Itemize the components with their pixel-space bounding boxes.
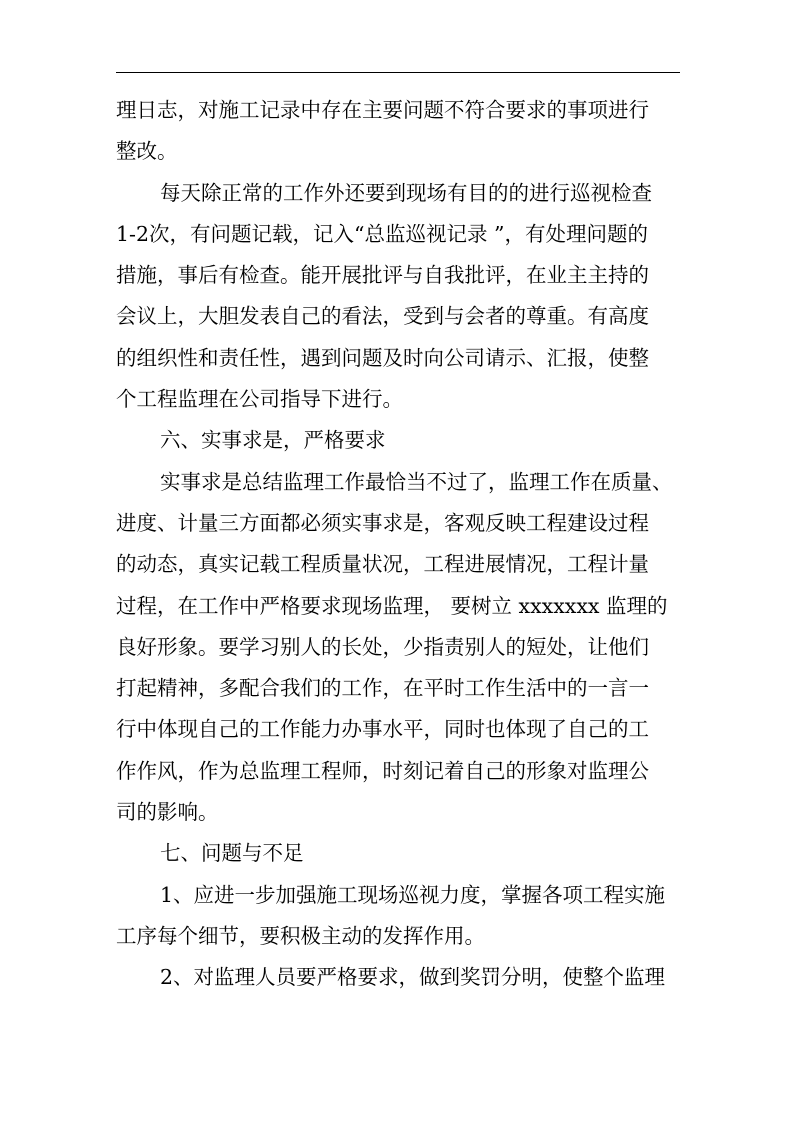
text-line: 的动态，真实记载工程质量状况，工程进展情况，工程计量 (116, 552, 649, 577)
section-heading-6: 六、实事求是，严格要求 (160, 428, 386, 453)
list-item-1: 1、应进一步加强施工现场巡视力度，掌握各项工程实施 (160, 882, 666, 907)
text-line: 的组织性和责任性，遇到问题及时向公司请示、汇报，使整 (116, 345, 649, 370)
text-line: 1-2次，有问题记载，记入“总监巡视记录 ”，有处理问题的 (116, 221, 648, 246)
text-line: 会议上，大胆发表自己的看法，受到与会者的尊重。有高度 (116, 304, 649, 329)
text-line: 进度、计量三方面都必须实事求是，客观反映工程建设过程 (116, 510, 649, 535)
document-body (116, 90, 682, 999)
text-line: 工序每个细节，要积极主动的发挥作用。 (116, 923, 485, 948)
paragraph-start-line: 实事求是总结监理工作最恰当不过了，监理工作在质量、 (160, 469, 673, 494)
text-line: 作作风，作为总监理工程师，时刻记着自己的形象对监理公 (116, 758, 649, 783)
text-line: 过程，在工作中严格要求现场监理， 要树立 xxxxxxx 监理的 (116, 593, 668, 618)
text-line: 个工程监理在公司指导下进行。 (116, 387, 403, 412)
text-line: 整改。 (116, 139, 178, 164)
text-line: 行中体现自己的工作能力办事水平，同时也体现了自己的工 (116, 717, 649, 742)
section-heading-7: 七、问题与不足 (160, 841, 304, 866)
paragraph-start-line: 每天除正常的工作外还要到现场有目的的进行巡视检查 (160, 180, 652, 205)
text-line: 措施，事后有检查。能开展批评与自我批评，在业主主持的 (116, 263, 649, 288)
list-item-2: 2、对监理人员要严格要求，做到奖罚分明，使整个监理 (160, 965, 666, 990)
text-line: 打起精神，多配合我们的工作，在平时工作生活中的一言一 (116, 676, 649, 701)
text-line: 司的影响。 (116, 800, 219, 825)
text-line: 理日志，对施工记录中存在主要问题不符合要求的事项进行 (116, 98, 649, 122)
text-line: 良好形象。要学习别人的长处，少指责别人的短处，让他们 (116, 634, 649, 659)
header-rule (116, 72, 680, 73)
